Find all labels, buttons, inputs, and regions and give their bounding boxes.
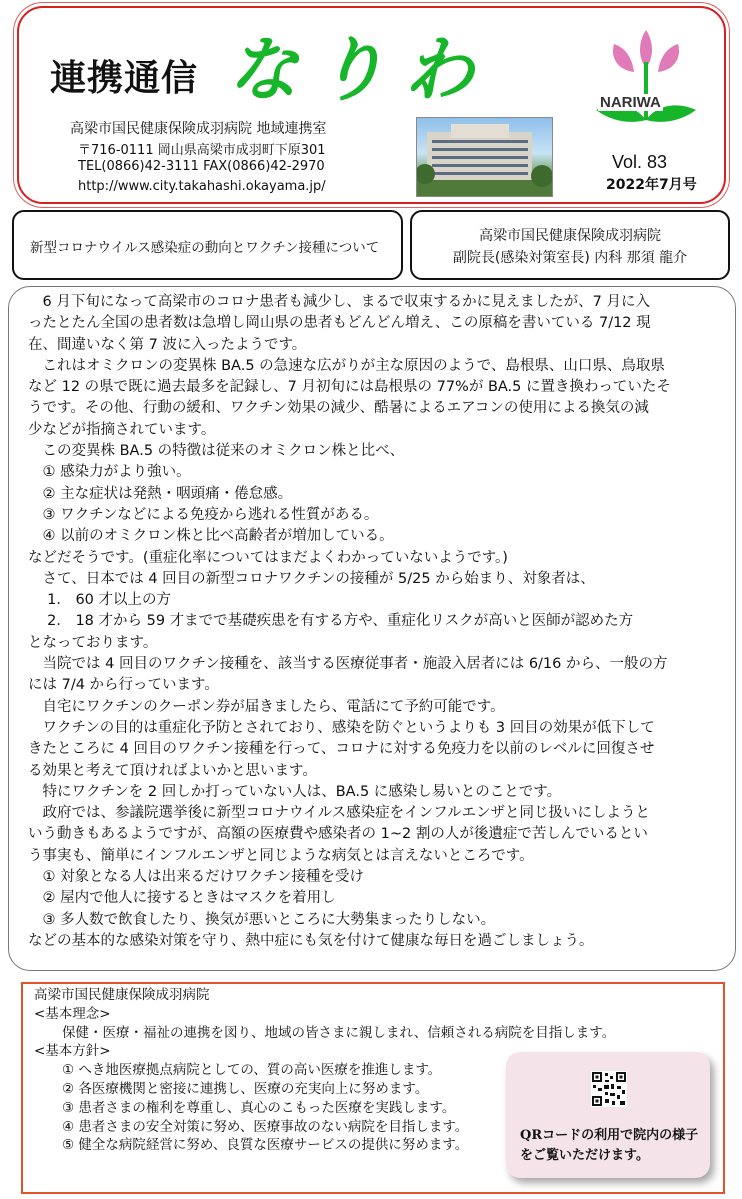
newsletter-title: 連携通信 [50,58,199,99]
article-line: う事実も、簡単にインフルエンザと同じような病気とは言えないところです。 [28,847,534,864]
volume-number: Vol. 83 [612,152,668,172]
author-box [410,210,730,280]
article-line: となっております。 [28,634,158,651]
article-line: る効果と考えて頂ければよいかと思います。 [28,762,317,779]
article-line: ③ ワクチンなどによる免疫から逃れる性質がある。 [28,506,379,523]
article-line: いう動きもあるようですが、高額の医療費や感染者の 1~2 割の人が後遺症で苦しんでいるとい [28,826,648,843]
article-line: 少などが指摘されています。 [28,421,216,438]
hospital-photo [416,117,553,197]
qr-code-icon[interactable] [591,1071,627,1107]
issue-date: 2022年7月号 [606,177,697,193]
article-line: 当院では 4 回目のワクチン接種を、該当する医療従事者・施設入居者には 6/16 から、一般の方 [28,656,668,673]
author-affiliation: 高梁市国民健康保険成羽病院 [479,228,661,244]
article-line: 特にワクチンを 2 回しか打っていない人は、BA.5 に感染し易いとのことです。 [28,783,562,800]
article-line: ① 感染力がより強い。 [28,464,191,481]
policy-item: ⑤ 健全な病院経営に努め、良質な医療サービスの提供に努めます。 [62,1137,469,1154]
philosophy-text: 保健・医療・福祉の連携を図り、地域の皆さまに親しまれ、信頼される病院を目指します。 [62,1024,616,1041]
article-line: 1． 60 才以上の方 [28,592,172,609]
org-phone-fax: TEL(0866)42-3111 FAX(0866)42-2970 [78,159,325,174]
article-title: 新型コロナウイルス感染症の動向とワクチン接種について [30,240,380,256]
article-line: この変異株 BA.5 の特徴は従来のオミクロン株と比べ、 [28,443,405,460]
article-body [28,292,724,952]
article-line: これはオミクロンの変異株 BA.5 の急速な広がりが主な原因のようで、島根県、山口県、鳥取県 [28,357,665,374]
article-line: ② 屋内で他人に接するときはマスクを着用し [28,890,336,907]
article-line: 政府では、参議院選挙後に新型コロナウイルス感染症をインフルエンザと同じ扱いにしようと [28,805,651,822]
logo-text: NARIWA [600,94,661,111]
article-line: ったとたん全国の患者数は急増し岡山県の患者もどんどん増え、この原稿を書いている 7/12 現 [28,315,651,332]
article-line: ① 対象となる人は出来るだけワクチン接種を受け [28,869,364,886]
article-line: には 7/4 から行っています。 [28,677,219,694]
qr-caption: QRコードの利用で院内の様子をご覧いただけます。 [520,1128,699,1163]
article-line: さて、日本では 4 回目の新型コロナワクチンの接種が 5/25 から始まり、対象者は、 [28,570,595,587]
philosophy-heading: <基本理念> [34,1005,111,1022]
article-line: 2． 18 才から 59 才までで基礎疾患を有する方や、重症化リスクが高いと医師が認めた方 [28,613,634,630]
article-line: などの基本的な感染対策を守り、熱中症にも気を付けて健康な毎日を過ごしましょう。 [28,932,594,949]
article-line: ③ 多人数で飲食したり、換気が悪いところに大勢集まったりしない。 [28,911,496,928]
article-line: 在、間違いなく第 7 波に入ったようです。 [28,336,307,353]
nariwa-logo [594,24,698,144]
policy-item: ② 各医療機関と密接に連携し、医療の充実向上に努めます。 [62,1080,429,1097]
policy-heading: <基本方針> [34,1043,111,1060]
article-line: など 12 の県で既に過去最多を記録し、7 月初旬には島根県の 77%が BA.5 に置き換わっていたそ [28,379,671,396]
article-line: きたところに 4 回目のワクチン接種を行って、コロナに対する免疫力を以前のレベルに回復させ [28,741,655,758]
article-line: ワクチンの目的は重症化予防とされており、感染を防ぐというよりも 3 回目の効果が低下して [28,719,655,736]
author-name: 副院長(感染対策室長) 内科 那須 龍介 [452,250,688,266]
article-line: 自宅にワクチンのクーポン券が届きましたら、電話にて予約可能です。 [28,698,505,715]
org-name: 高梁市国民健康保険成羽病院 地域連携室 [70,121,327,137]
org-url[interactable]: http://www.city.takahashi.okayama.jp/ [78,179,326,194]
article-line: 6 月下旬になって高梁市のコロナ患者も減少し、まるで収束するかに見えましたが、7 月に入 [28,294,651,310]
newsletter-name: なりわ [228,28,492,111]
policy-item: ① へき地医療拠点病院としての、質の高い医療を推進します。 [62,1062,442,1079]
policy-item: ④ 患者さまの安全対策に努め、医療事故のない病院を目指します。 [62,1118,469,1135]
article-line: などだそうです。(重症化率についてはまだよくわかっていないようです。) [28,549,508,566]
article-line: ② 主な症状は発熱・咽頭痛・倦怠感。 [28,485,293,502]
article-line: ④ 以前のオミクロン株と比べ高齢者が増加している。 [28,528,394,545]
policy-item: ③ 患者さまの権利を尊重し、真心のこもった医療を実践します。 [62,1099,456,1116]
org-address: 〒716-0111 岡山県高梁市成羽町下原301 [78,143,326,158]
hospital-name: 高梁市国民健康保険成羽病院 [34,987,210,1003]
article-line: うです。その他、行動の緩和、ワクチン効果の減少、酷暑によるエアコンの使用による換気の減 [28,400,649,417]
